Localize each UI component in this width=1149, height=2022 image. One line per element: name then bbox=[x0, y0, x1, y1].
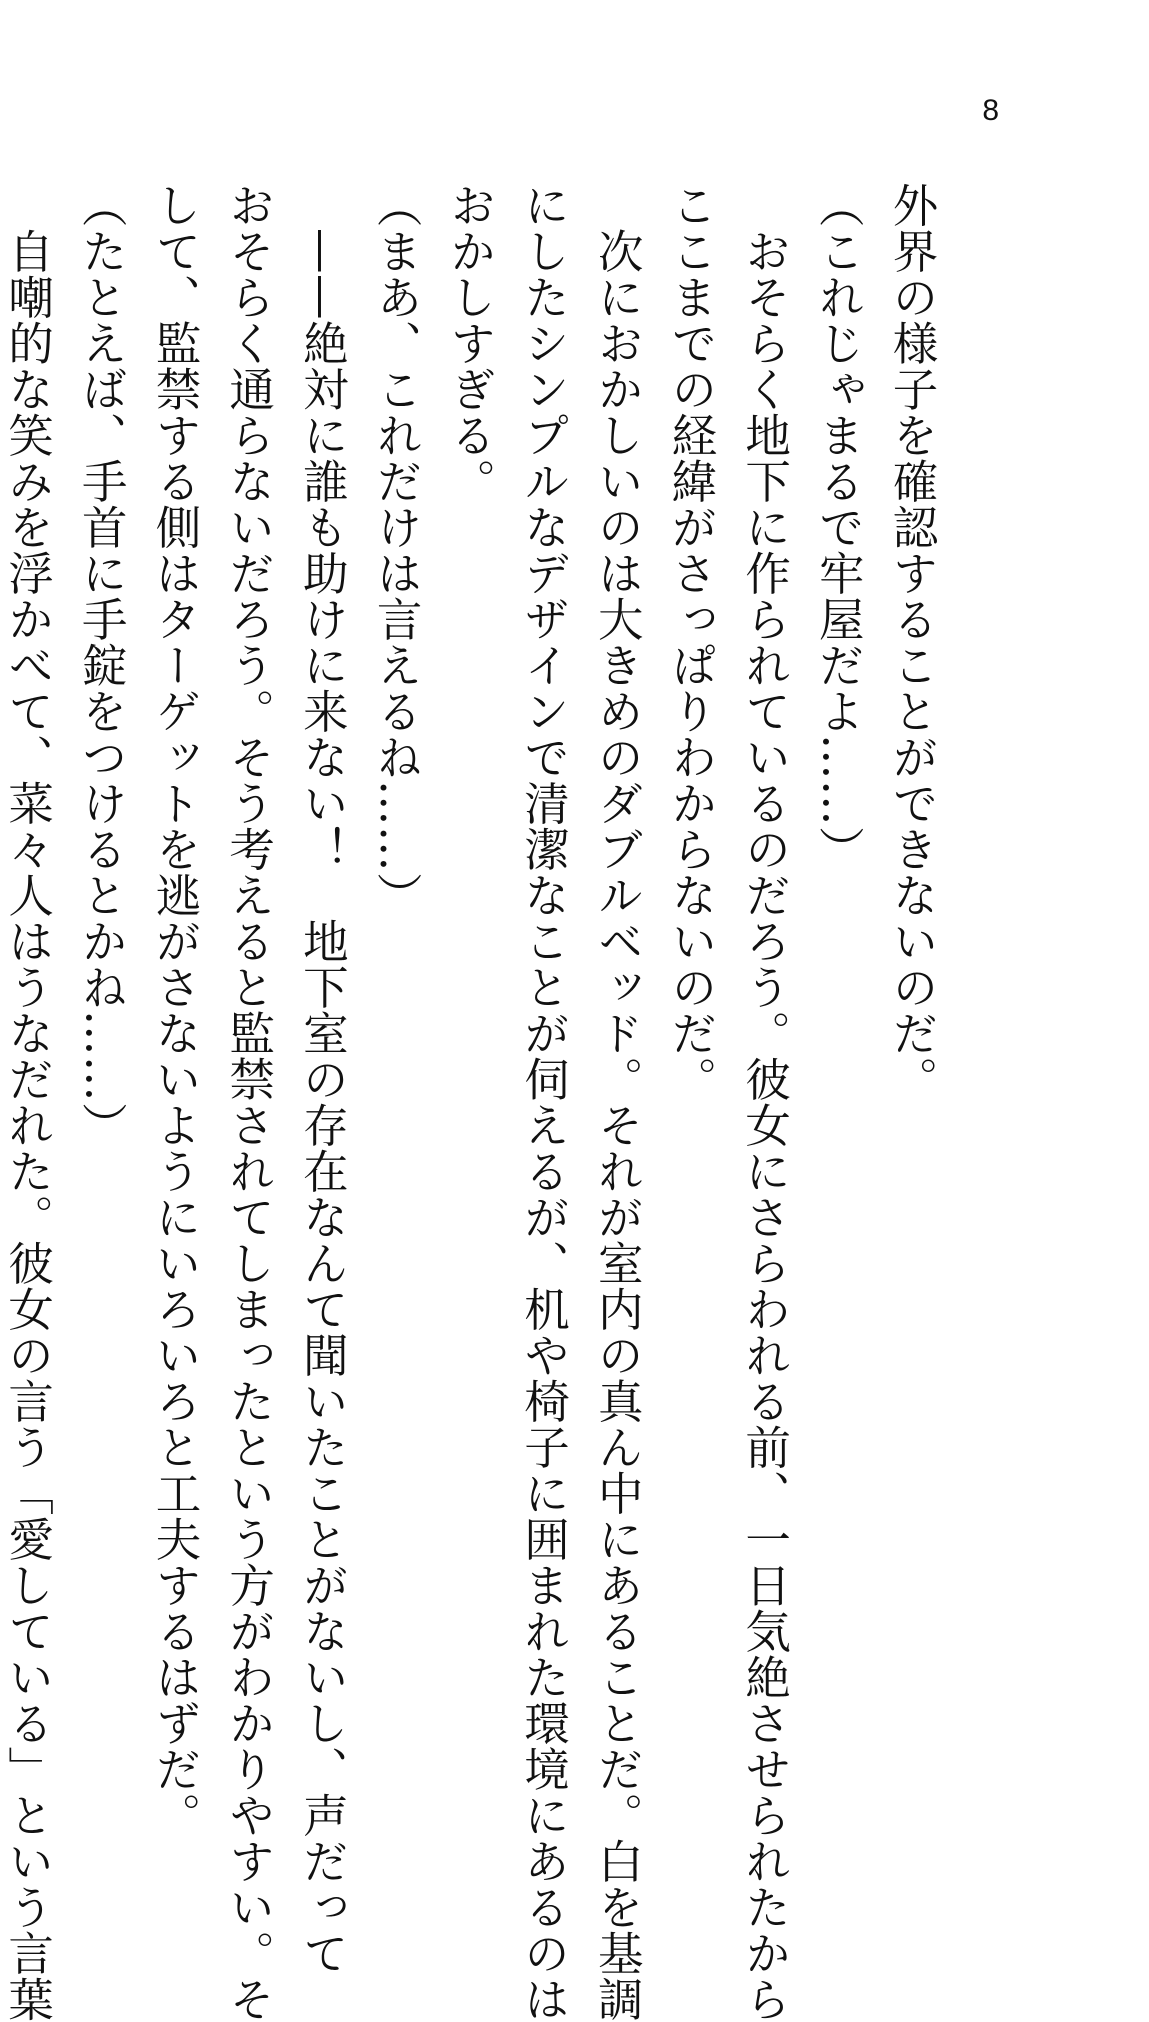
text-line-6: にしたシンプルなデザインで清潔なことが伺えるが、机や椅子に囲まれた環境にあるのは bbox=[517, 182, 571, 2022]
text-line-13: 自嘲的な笑みを浮かべて、菜々人はうなだれた。彼女の言う「愛している」という言葉 bbox=[1, 182, 55, 2022]
text-line-1: 外界の様子を確認することができないのだ。 bbox=[886, 182, 939, 1102]
text-line-8: （まあ、これだけは言えるね……） bbox=[370, 182, 424, 918]
text-line-11: して、監禁する側はターゲットを逃がさないようにいろいろと工夫するはずだ。 bbox=[148, 182, 202, 1838]
text-line-5: 次におかしいのは大きめのダブルベッド。それが室内の真ん中にあることだ。白を基調 bbox=[591, 182, 645, 2022]
text-line-10: おそらく通らないだろう。そう考えると監禁されてしまったという方がわかりやすい。そ bbox=[222, 182, 276, 2022]
novel-text-body bbox=[0, 182, 949, 2022]
text-line-7: おかしすぎる。 bbox=[443, 182, 497, 504]
page-number: 8 bbox=[982, 94, 999, 127]
text-line-9: ——絶対に誰も助けに来ない！ 地下室の存在なんて聞いたことがないし、声だって bbox=[296, 182, 350, 1976]
text-line-3: おそらく地下に作られているのだろう。彼女にさらわれる前、一日気絶させられたから bbox=[738, 182, 792, 2022]
text-line-4: ここまでの経緯がさっぱりわからないのだ。 bbox=[664, 182, 718, 1102]
text-line-2: （これじゃまるで牢屋だよ……） bbox=[812, 182, 866, 872]
text-line-12: （たとえば、手首に手錠をつけるとかね……） bbox=[75, 182, 129, 1148]
